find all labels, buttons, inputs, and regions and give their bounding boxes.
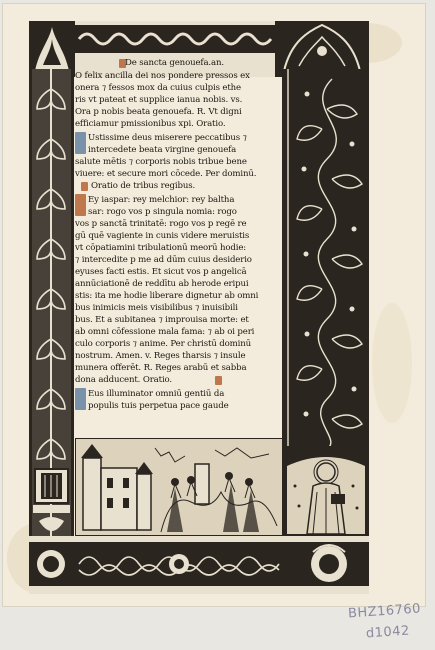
text-line: sar: rogo vos p singula nomia: rogo — [88, 207, 237, 217]
left-ornamental-border — [29, 69, 74, 549]
text-line: munera offerēt. R. Reges arabū et sabba — [75, 363, 247, 373]
text-line: gū quē vagiente in cunis videre meruistis — [75, 231, 250, 241]
pencil-inventory-note: BHZ16760 — [347, 601, 422, 622]
text-line: ab omni cōfessione mala fama: ⁊ ab oi peri — [75, 327, 255, 337]
right-ornamental-border — [282, 69, 369, 449]
text-line: ris vt pateat et supplice ianua nobis. vs. — [75, 95, 243, 105]
text-line: O felix ancilla dei nos pondere pressos ex — [75, 71, 250, 81]
text-line: vt cōpatiamini tribulationū meorū hodie: — [75, 243, 247, 253]
initial-letter — [75, 194, 86, 216]
initial-letter — [75, 132, 86, 154]
magi-woodcut-scene — [75, 438, 283, 536]
text-line: ⁊ intercedite p me ad dūm cuius desiderio — [75, 255, 252, 265]
bottom-ornamental-border — [29, 536, 369, 594]
text-line: salute mētis ⁊ corporis nobis tribue bene — [75, 157, 247, 167]
text-line: dona adducent. Oratio. — [75, 375, 173, 385]
text-line: annūciationē de reddītu ab herode eripui — [75, 279, 249, 289]
text-block — [75, 55, 283, 439]
pencil-inventory-note: d1042 — [365, 623, 411, 642]
text-line: culo corporis ⁊ anime. Per christū dominū — [75, 339, 252, 349]
text-line: Ora p nobis beata genouefa. R. Vt digni — [75, 107, 242, 117]
text-line: populis tuis perpetua pace gaude — [88, 401, 229, 411]
text-line: Ustissime deus miserere peccatibus ⁊ — [88, 133, 247, 143]
text-line: vos p sanctā trinitatē: rogo vos p regē re — [75, 219, 247, 229]
text-line: viuere: et secure mori cōcede. Per dominū. — [75, 169, 257, 179]
text-line: bus inimicis meis visibilibus ⁊ inuisibili — [75, 303, 238, 313]
rubric-paraph — [81, 182, 88, 191]
text-line: Eus illuminator omniū gentiū da — [88, 389, 225, 399]
text-line: eyuses facti estis. Et sicut vos p angelicā — [75, 267, 247, 277]
paper-stain — [372, 303, 412, 423]
text-line: Ey iaspar: rey melchior: rey baltha — [88, 195, 235, 205]
saint-woodcut-panel — [283, 446, 369, 538]
manuscript-leaf — [2, 3, 426, 607]
rubric-paraph — [215, 376, 222, 385]
text-line: onera ⁊ fessos mox da cuius culpis ethe — [75, 83, 241, 93]
text-line: Oratio de tribus regibus. — [91, 181, 196, 191]
initial-letter — [75, 388, 86, 410]
text-line: De sancta genouefa.an. — [125, 58, 224, 68]
text-line: nostrum. Amen. v. Reges tharsis ⁊ insule — [75, 351, 246, 361]
text-line: stis: ita me hodie liberare dignetur ab omni — [75, 291, 259, 301]
text-line: efficiamur pmissionibus xpi. Oratio. — [75, 119, 226, 129]
text-line: bus. Et a subitanea ⁊ improuisa morte: et — [75, 315, 249, 325]
text-line: intercedete beata virgine genouefa — [88, 145, 237, 155]
